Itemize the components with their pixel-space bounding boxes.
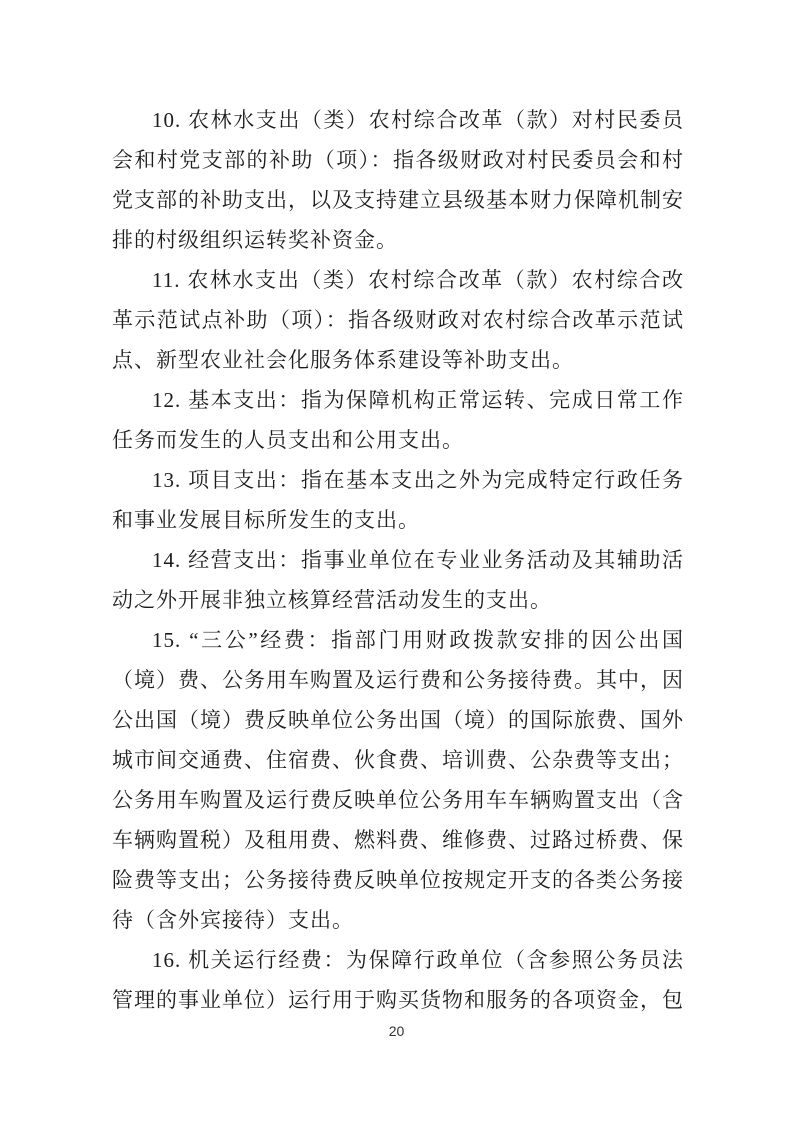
paragraph-11: 11. 农林水支出（类）农村综合改革（款）农村综合改革示范试点补助（项）：指各级财政对农村综合改革示范试点、新型农业社会化服务体系建设等补助支出。	[112, 268, 684, 372]
paragraph-13: 13. 项目支出：指在基本支出之外为完成特定行政任务和事业发展目标所发生的支出。	[112, 468, 684, 532]
paragraph-12: 12. 基本支出：指为保障机构正常运转、完成日常工作任务而发生的人员支出和公用支出。	[112, 388, 684, 452]
document-body	[112, 100, 684, 1020]
paragraph-16: 16. 机关运行经费：为保障行政单位（含参照公务员法管理的事业单位）运行用于购买货物和服务的各项资金，包	[112, 948, 684, 1012]
paragraph-14: 14. 经营支出：指事业单位在专业业务活动及其辅助活动之外开展非独立核算经营活动发生的支出。	[112, 548, 684, 612]
page-number: 20	[388, 1023, 405, 1039]
paragraph-15: 15. “三公”经费：指部门用财政拨款安排的因公出国（境）费、公务用车购置及运行费和公务接待费。其中，因公出国（境）费反映单位公务出国（境）的国际旅费、国外城市间交通费、住宿费、伙食费、培训费、公杂费等支出；公务用车购置及运行费反映单位公务用车车辆购置支出（含车辆购置税）及租用费、燃料费、维修费、过路过桥费、保险费等支出；公务接待费反映单位按规定开支的各类公务接待（含外宾接待）支出。	[112, 628, 684, 932]
paragraph-10: 10. 农林水支出（类）农村综合改革（款）对村民委员会和村党支部的补助（项）：指各级财政对村民委员会和村党支部的补助支出，以及支持建立县级基本财力保障机制安排的村级组织运转奖补资金。	[112, 108, 684, 252]
